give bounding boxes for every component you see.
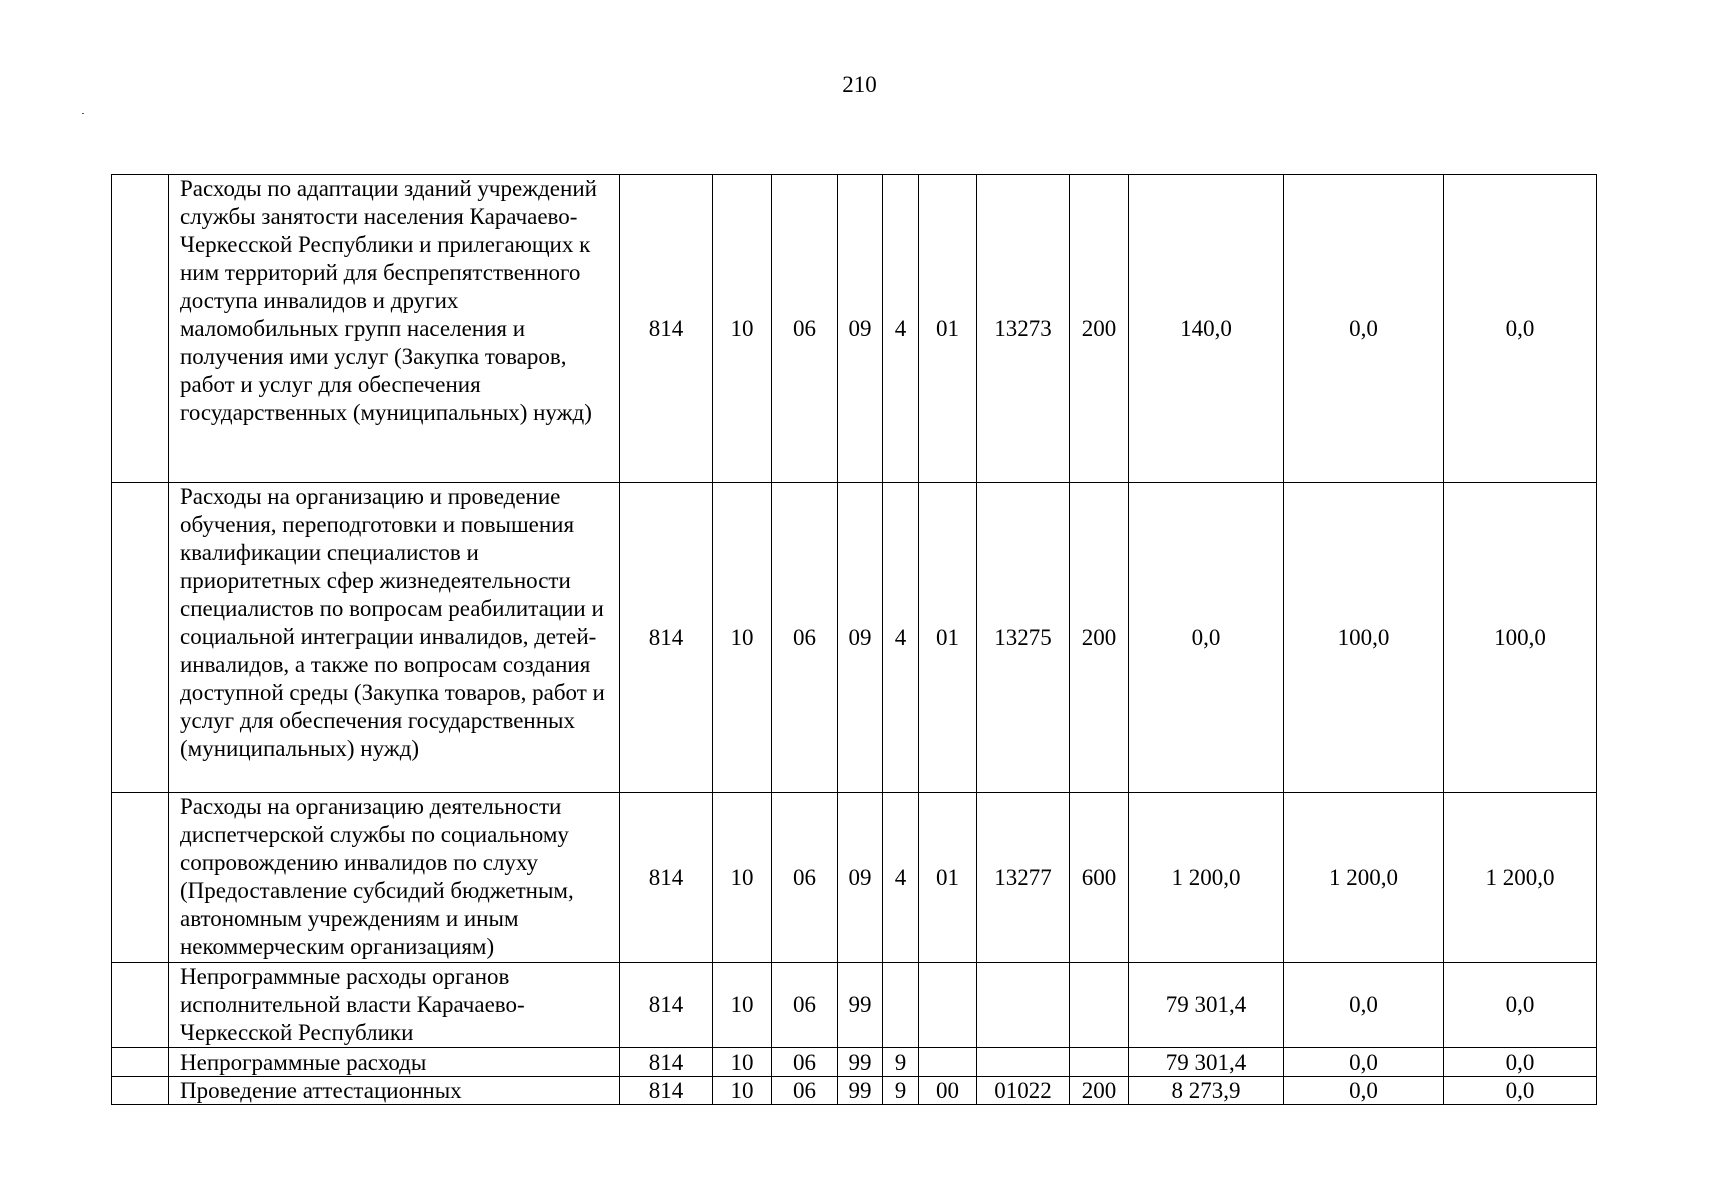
main-event-code-cell: 01 [919,793,977,963]
row-number-cell [112,963,169,1048]
direction-code-cell: 13275 [977,483,1070,793]
direction-code-cell [977,963,1070,1048]
amount-year-3-cell: 100,0 [1444,483,1597,793]
main-event-code-cell [919,1048,977,1077]
description-cell: Расходы на организацию и проведение обучения, переподготовки и повышения квалификации специалистов и приоритетных сфер жизнедеятельности специалистов по вопросам реабилитации и социальной интеграции инвалидов, детей-инвалидов, а также по вопросам создания доступной среды (Закупка товаров, работ и услуг для обеспечения государственных (муниципальных) нужд) [169,483,620,793]
subprogram-code-cell: 9 [883,1077,919,1105]
description-cell: Расходы по адаптации зданий учреждений службы занятости населения Карачаево-Черкесской Республики и прилегающих к ним территорий для беспрепятственного доступа инвалидов и других маломобильных групп населения и получения ими услуг (Закупка товаров, работ и услуг для обеспечения государственных (муниципальных) нужд) [169,175,620,483]
description-cell: Непрограммные расходы органов исполнительной власти Карачаево-Черкесской Республики [169,963,620,1048]
amount-year-1-cell: 79 301,4 [1129,963,1284,1048]
subsection-code-cell: 06 [772,963,838,1048]
amount-year-1-cell: 140,0 [1129,175,1284,483]
expense-type-cell: 200 [1070,483,1129,793]
table-row [112,483,1597,793]
subprogram-code-cell: 4 [883,793,919,963]
subprogram-code-cell: 4 [883,175,919,483]
table-row [112,793,1597,963]
table-row [112,175,1597,483]
subsection-code-cell: 06 [772,1077,838,1105]
subprogram-code-cell: 4 [883,483,919,793]
expense-type-cell [1070,963,1129,1048]
amount-year-2-cell: 0,0 [1284,1077,1444,1105]
expense-type-cell: 200 [1070,175,1129,483]
amount-year-3-cell: 0,0 [1444,1048,1597,1077]
program-code-cell: 09 [838,793,883,963]
program-code-cell: 99 [838,1077,883,1105]
direction-code-cell [977,1048,1070,1077]
direction-code-cell: 01022 [977,1077,1070,1105]
section-code-cell: 10 [713,1048,772,1077]
program-code-cell: 99 [838,1048,883,1077]
subprogram-code-cell [883,963,919,1048]
subsection-code-cell: 06 [772,175,838,483]
main-event-code-cell: 01 [919,483,977,793]
amount-year-2-cell: 0,0 [1284,963,1444,1048]
amount-year-1-cell: 79 301,4 [1129,1048,1284,1077]
row-number-cell [112,1048,169,1077]
program-code-cell: 09 [838,175,883,483]
section-code-cell: 10 [713,483,772,793]
table-row [112,1077,1597,1105]
ministry-code-cell: 814 [620,1077,713,1105]
main-event-code-cell: 00 [919,1077,977,1105]
table-row [112,1048,1597,1077]
subprogram-code-cell: 9 [883,1048,919,1077]
section-code-cell: 10 [713,793,772,963]
row-number-cell [112,1077,169,1105]
amount-year-3-cell: 0,0 [1444,963,1597,1048]
ministry-code-cell: 814 [620,963,713,1048]
amount-year-2-cell: 1 200,0 [1284,793,1444,963]
description-cell: Расходы на организацию деятельности диспетчерской службы по социальному сопровождению инвалидов по слуху (Предоставление субсидий бюджетным, автономным учреждениям и иным некоммерческим организациям) [169,793,620,963]
program-code-cell: 99 [838,963,883,1048]
amount-year-1-cell: 8 273,9 [1129,1077,1284,1105]
expense-type-cell: 600 [1070,793,1129,963]
subsection-code-cell: 06 [772,483,838,793]
main-event-code-cell: 01 [919,175,977,483]
subsection-code-cell: 06 [772,1048,838,1077]
amount-year-2-cell: 0,0 [1284,175,1444,483]
direction-code-cell: 13277 [977,793,1070,963]
amount-year-1-cell: 1 200,0 [1129,793,1284,963]
ministry-code-cell: 814 [620,1048,713,1077]
section-code-cell: 10 [713,175,772,483]
table-row [112,963,1597,1048]
row-number-cell [112,175,169,483]
amount-year-3-cell: 0,0 [1444,1077,1597,1105]
page-number: 210 [842,72,877,97]
amount-year-1-cell: 0,0 [1129,483,1284,793]
scan-speck [82,113,84,114]
section-code-cell: 10 [713,1077,772,1105]
expense-type-cell: 200 [1070,1077,1129,1105]
description-cell: Непрограммные расходы [169,1048,620,1077]
ministry-code-cell: 814 [620,483,713,793]
section-code-cell: 10 [713,963,772,1048]
program-code-cell: 09 [838,483,883,793]
subsection-code-cell: 06 [772,793,838,963]
amount-year-2-cell: 100,0 [1284,483,1444,793]
expense-type-cell [1070,1048,1129,1077]
budget-table [111,174,1597,1105]
row-number-cell [112,793,169,963]
direction-code-cell: 13273 [977,175,1070,483]
amount-year-3-cell: 0,0 [1444,175,1597,483]
row-number-cell [112,483,169,793]
main-event-code-cell [919,963,977,1048]
ministry-code-cell: 814 [620,175,713,483]
description-cell: Проведение аттестационных [169,1077,620,1105]
amount-year-3-cell: 1 200,0 [1444,793,1597,963]
amount-year-2-cell: 0,0 [1284,1048,1444,1077]
ministry-code-cell: 814 [620,793,713,963]
